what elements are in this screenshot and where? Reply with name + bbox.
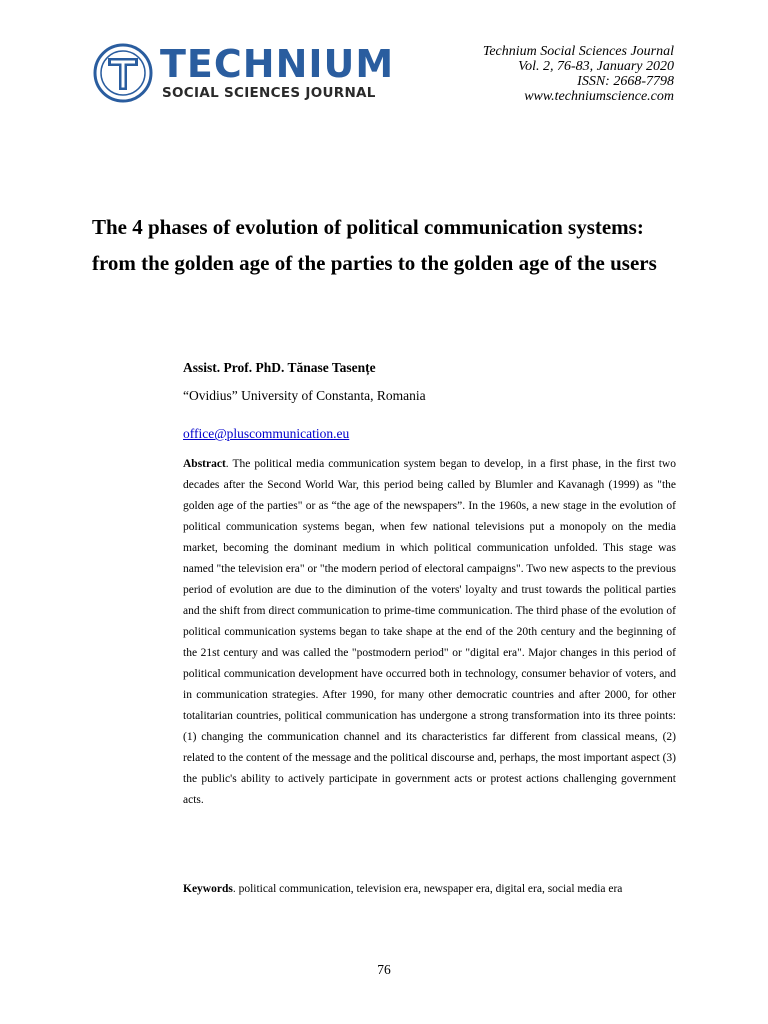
abstract-paragraph — [183, 454, 676, 811]
author-name: Assist. Prof. PhD. Tănase Tasențe — [183, 360, 376, 375]
journal-issn: ISSN: 2668-7798 — [577, 74, 674, 89]
journal-name: Technium Social Sciences Journal — [482, 44, 674, 59]
keywords-text: . political communication, television era, newspaper era, digital era, social media era — [232, 883, 623, 895]
keywords-label: Keywords — [183, 883, 233, 895]
article-title: The 4 phases of evolution of political communication systems: from the golden age of the parties to the golden age of the users — [92, 215, 657, 275]
journal-volume: Vol. 2, 76-83, January 2020 — [518, 59, 674, 74]
page-number: 76 — [377, 962, 391, 977]
abstract-label: Abstract — [183, 458, 226, 470]
journal-info — [483, 44, 674, 104]
technium-t-icon — [92, 42, 154, 104]
journal-logo — [92, 42, 395, 104]
keywords-line — [183, 880, 676, 898]
author-affiliation: “Ovidius” University of Constanta, Romania — [183, 388, 426, 403]
journal-website[interactable]: www.techniumscience.com — [524, 89, 674, 104]
logo-wordmark: TECHNIUM — [160, 42, 395, 86]
abstract-text: . The political media communication system began to develop, in a first phase, in the first two decades after the Second World War, this period being called by Blumler and Kavanagh (1999) as "the golden age of the parties" or as “the age of the newspapers”. In the 1960s, a new stage in the evolution of political communication systems began, when few national televisions put a monopoly on the media market, becoming the dominant medium in which political communication unfolded. This stage was named "the television era" or "the modern period of electoral campaigns". Two new aspects to the previous period of evolution are due to the diminution of the voters' loyalty and trust towards the political parties and the shift from direct communication to prime-time communication. The third phase of the evolution of political communication systems began to take shape at the end of the 20th century and the beginning of the 21st century and was called the "postmodern period" or "digital era". Major changes in this period of political communication development have occurred both in technology, consumer behavior of voters, and in communication strategies. After 1990, for many other democratic countries and after 2000, for other totalitarian countries, political communication has undergone a strong transformation into its three points: (1) changing the communication channel and its characteristics far different from classical means, (2) related to the content of the message and the political discourse and, perhaps, the most important aspect (3) the public's ability to actively participate in government acts or protest actions challenging government acts. — [183, 458, 676, 806]
author-email-link[interactable]: office@pluscommunication.eu — [183, 426, 350, 441]
logo-subtitle: SOCIAL SCIENCES JOURNAL — [162, 85, 376, 101]
